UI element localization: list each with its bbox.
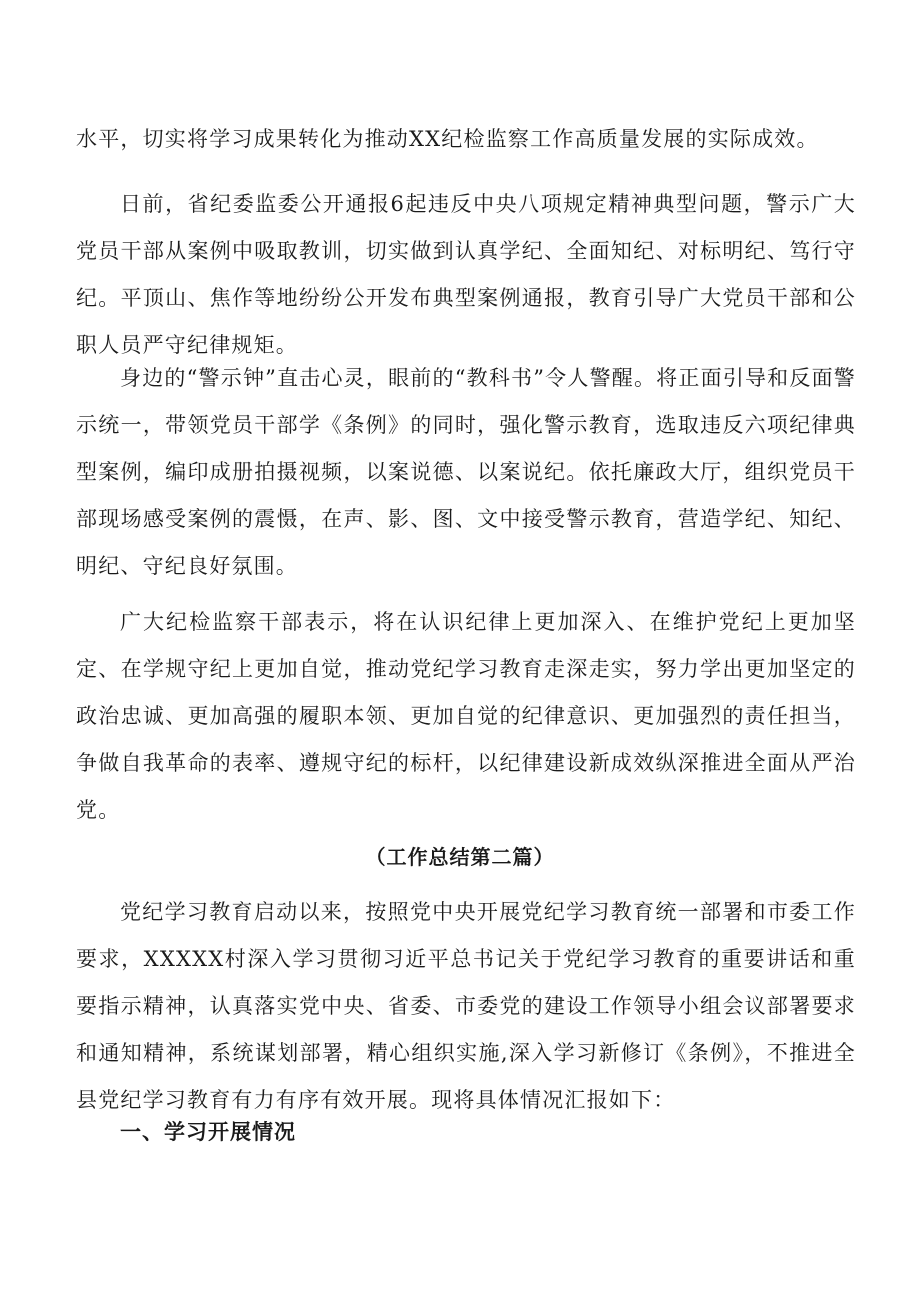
paragraph-cadre-statement: 广大纪检监察干部表示，将在认识纪律上更加深入、在维护党纪上更加坚定、在学规守纪上更加自觉，推动党纪学习教育走深走实，努力学出更加坚定的政治忠诚、更加高强的履职本领、更加自觉的纪律意识、更加强烈的责任担当，争做自我革命的表率、遵规守纪的标杆，以纪律建设新成效纵深推进全面从严治党。	[76, 610, 856, 822]
paragraph-section-intro: 党纪学习教育启动以来，按照党中央开展党纪学习教育统一部署和市委工作要求，XXXXX村深入学习贯彻习近平总书记关于党纪学习教育的重要讲话和重要指示精神，认真落实党中央、省委、市委党的建设工作领导小组会议部署要求和通知精神，系统谋划部署，精心组织实施,深入学习新修订《条例》，不推进全县党纪学习教育有力有序有效开展。现将具体情况汇报如下：	[76, 900, 856, 1112]
paragraph-notice: 日前，省纪委监委公开通报6起违反中央八项规定精神典型问题，警示广大党员干部从案例中吸取教训，切实做到认真学纪、全面知纪、对标明纪、笃行守纪。平顶山、焦作等地纷纷公开发布典型案例通报，教育引导广大党员干部和公职人员严守纪律规矩。	[76, 192, 856, 357]
subheading-study-progress: 一、学习开展情况	[120, 1120, 296, 1144]
paragraph-warning-education: 身边的“警示钟”直击心灵，眼前的“教科书”令人警醒。将正面引导和反面警示统一，带领党员干部学《条例》的同时，强化警示教育，选取违反六项纪律典型案例，编印成册拍摄视频，以案说德、以案说纪。依托廉政大厅，组织党员干部现场感受案例的震慑，在声、影、图、文中接受警示教育，营造学纪、知纪、明纪、守纪良好氛围。	[76, 366, 856, 578]
paragraph-continuation: 水平，切实将学习成果转化为推动XX纪检监察工作高质量发展的实际成效。	[76, 127, 819, 151]
section-title: （工作总结第二篇）	[365, 845, 555, 869]
